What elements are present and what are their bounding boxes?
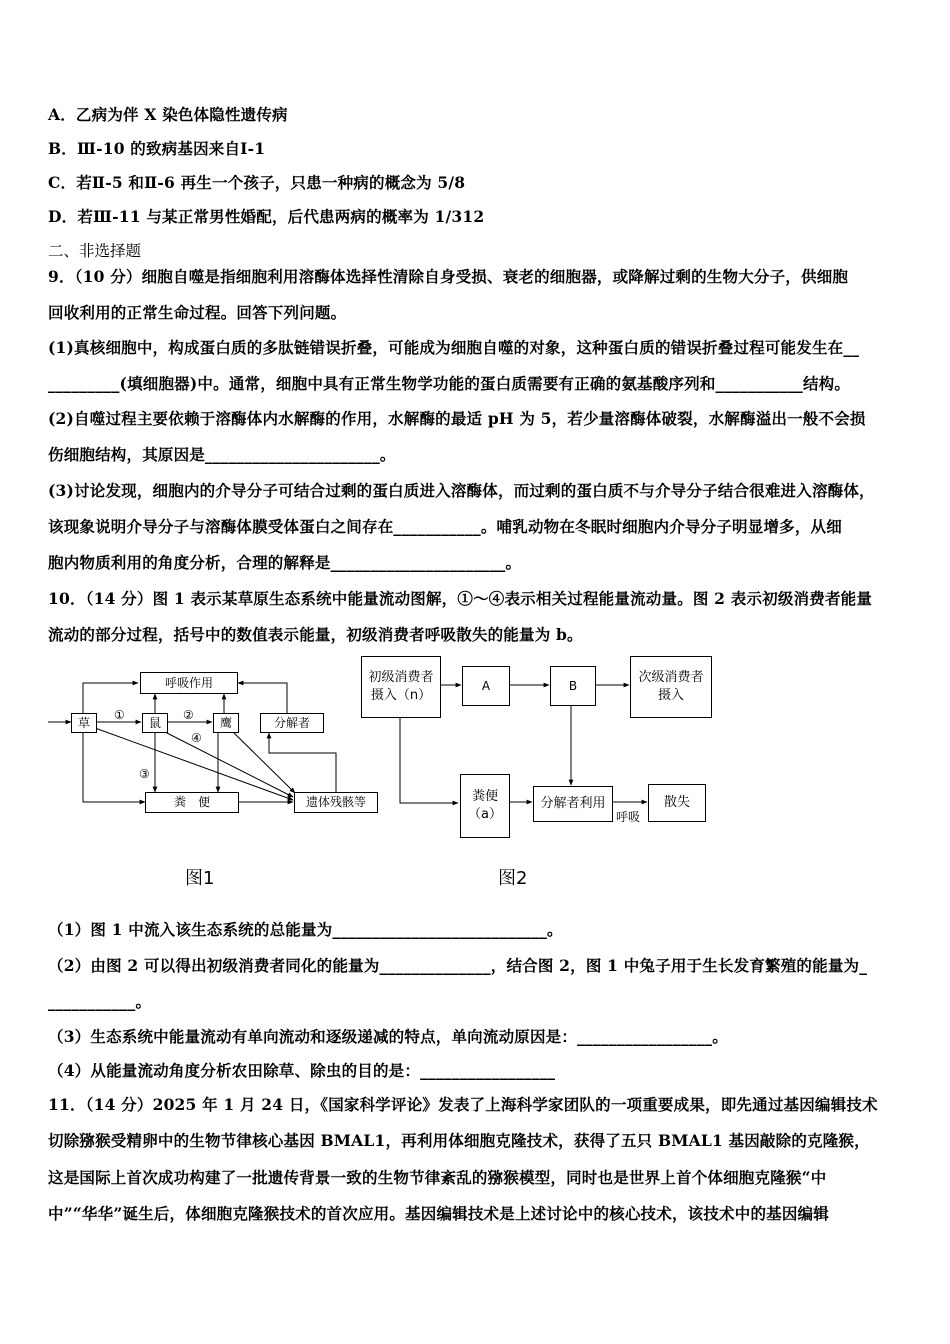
fig2-caption: 图2 xyxy=(498,868,528,889)
q9-line-3: (1)真核细胞中，构成蛋白质的多肽链错误折叠，可能成为细胞自噬的对象，这种蛋白质的错误折叠过程可能发生在__ xyxy=(48,338,860,357)
fig1-caption: 图1 xyxy=(185,868,215,889)
q10-sub-2b: ___________。 xyxy=(48,992,152,1011)
q9-line-7: (3)讨论发现，细胞内的介导分子可结合过剩的蛋白质进入溶酶体，而过剩的蛋白质不与介导分子结合很难进入溶酶体， xyxy=(48,481,875,500)
q11-line-1: 11．（14 分）2025 年 1 月 24 日，《国家科学评论》发表了上海科学家团队的一项重要成果，即先通过基因编辑技术 xyxy=(48,1095,878,1114)
fig2-a-box: A xyxy=(462,666,510,706)
fig1-label-2: ② xyxy=(183,708,194,722)
fig1-decomposer-box: 分解者 xyxy=(260,713,324,733)
fig1-label-4: ④ xyxy=(191,731,202,745)
fig2-feces-box: 粪便（a） xyxy=(460,774,510,838)
q10-sub-1: （1）图 1 中流入该生态系统的总能量为___________________________。 xyxy=(48,920,563,939)
q10-line-2: 流动的部分过程，括号中的数值表示能量，初级消费者呼吸散失的能量为 b。 xyxy=(48,625,583,644)
q9-line-2: 回收利用的正常生命过程。回答下列问题。 xyxy=(48,303,347,322)
section-title: 二、非选择题 xyxy=(48,242,142,260)
q11-line-4: 中”“华华”诞生后，体细胞克隆猴技术的首次应用。基因编辑技术是上述讨论中的核心技术，该技术中的基因编辑 xyxy=(48,1204,829,1223)
q9-line-1: 9．（10 分）细胞自噬是指细胞利用溶酶体选择性清除自身受损、衰老的细胞器，或降解过剩的生物大分子，供细胞 xyxy=(48,267,849,286)
fig2-intake-box: 初级消费者摄入（n） xyxy=(361,656,441,718)
fig1-remains-box: 遗体残骸等 xyxy=(294,792,378,813)
q10-sub-3: （3）生态系统中能量流动有单向流动和逐级递减的特点，单向流动原因是：_________________。 xyxy=(48,1027,728,1046)
fig1-grass-box: 草 xyxy=(71,713,97,733)
fig2-secondary-box: 次级消费者摄入 xyxy=(630,656,712,718)
fig1-feces-box: 粪 便 xyxy=(145,792,239,813)
q9-line-4: _________(填细胞器)中。通常，细胞中具有正常生物学功能的蛋白质需要有正确的氨基酸序列和___________结构。 xyxy=(48,374,851,393)
q9-line-9: 胞内物质利用的角度分析，合理的解释是______________________。 xyxy=(48,553,522,572)
option-b: B．Ⅲ-10 的致病基因来自Ⅰ-1 xyxy=(48,139,266,158)
q11-line-3: 这是国际上首次成功构建了一批遗传背景一致的生物节律紊乱的猕猴模型，同时也是世界上首个体细胞克隆猴“中 xyxy=(48,1168,827,1187)
fig1-respiration-box: 呼吸作用 xyxy=(140,672,238,694)
option-a: A．乙病为伴 X 染色体隐性遗传病 xyxy=(48,105,288,124)
fig1-mouse-box: 鼠 xyxy=(142,713,168,733)
q9-line-8: 该现象说明介导分子与溶酶体膜受体蛋白之间存在___________。哺乳动物在冬眠时细胞内介导分子明显增多，从细 xyxy=(48,517,842,536)
q10-line-1: 10．（14 分）图 1 表示某草原生态系统中能量流动图解，①～④表示相关过程能量流动量。图 2 表示初级消费者能量 xyxy=(48,589,873,608)
q10-sub-2a: （2）由图 2 可以得出初级消费者同化的能量为______________，结合图 2，图 1 中兔子用于生长发育繁殖的能量为_ xyxy=(48,956,868,975)
option-c: C．若Ⅱ-5 和Ⅱ-6 再生一个孩子，只患一种病的概念为 5/8 xyxy=(48,173,466,192)
fig1-hawk-box: 鹰 xyxy=(213,713,239,733)
option-d: D．若Ⅲ-11 与某正常男性婚配，后代患两病的概率为 1/312 xyxy=(48,207,485,226)
fig2-b-box: B xyxy=(550,666,596,706)
fig1-label-3: ③ xyxy=(139,767,150,781)
q10-sub-4: （4）从能量流动角度分析农田除草、除虫的目的是：_________________ xyxy=(48,1061,556,1080)
fig2-loss-box: 散失 xyxy=(648,784,706,822)
fig2-respiration-label: 呼吸 xyxy=(616,810,641,824)
q9-line-6: 伤细胞结构，其原因是______________________。 xyxy=(48,445,396,464)
q9-line-5: (2)自噬过程主要依赖于溶酶体内水解酶的作用，水解酶的最适 pH 为 5，若少量溶酶体破裂，水解酶溢出一般不会损 xyxy=(48,409,866,428)
fig2-decomposer-box: 分解者利用 xyxy=(533,786,613,822)
q11-line-2: 切除猕猴受精卵中的生物节律核心基因 BMAL1，再利用体细胞克隆技术，获得了五只 BMAL1 基因敲除的克隆猴， xyxy=(48,1131,870,1150)
fig1-label-1: ① xyxy=(114,708,125,722)
